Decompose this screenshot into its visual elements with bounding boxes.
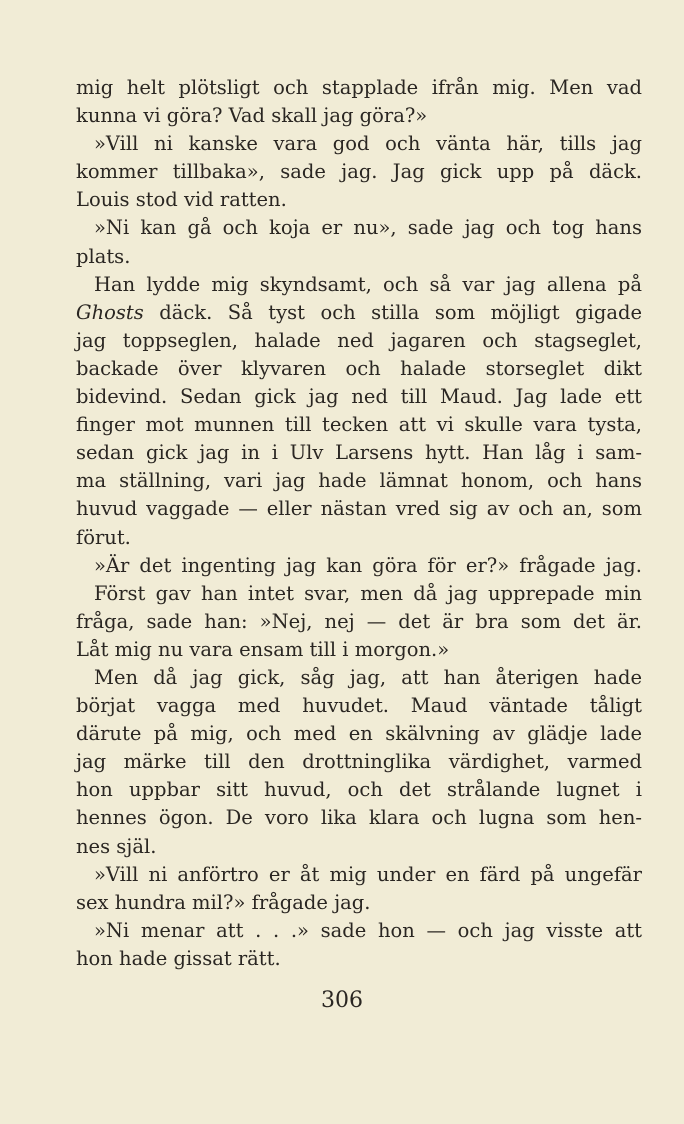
text-line: därute på mig, och med en skälvning av glädje lade <box>76 722 642 746</box>
text-line: huvud vaggade — eller nästan vred sig av och an, som <box>76 497 642 521</box>
text-line: nes själ. <box>76 834 157 858</box>
text-line: kommer tillbaka», sade jag. Jag gick upp på däck. <box>76 160 642 184</box>
text-line: börjat vagga med huvudet. Maud väntade tåligt <box>76 694 642 718</box>
page-number: 306 <box>321 988 363 1013</box>
text-line: fråga, sade han: »Nej, nej — det är bra som det är. <box>76 609 642 633</box>
text-line: mig helt plötsligt och stapplade ifrån mig. Men vad <box>76 76 642 99</box>
text-line: hon uppbar sitt huvud, och det strålande lugnet i <box>76 778 642 802</box>
text-line: Men då jag gick, såg jag, att han återigen hade <box>94 665 642 689</box>
text-line: »Ni kan gå och koja er nu», sade jag och tog hans <box>94 216 642 240</box>
text-line: jag toppseglen, halade ned jagaren och stagseglet, <box>76 328 642 352</box>
text-line: jag märke till den drottninglika värdighet, varmed <box>76 750 642 774</box>
text-line: finger mot munnen till tecken att vi skulle vara tysta, <box>76 413 642 437</box>
text-line: sedan gick jag in i Ulv Larsens hytt. Han låg i sam- <box>76 441 642 465</box>
ship-name: Ghosts <box>76 300 144 324</box>
text-line: plats. <box>76 244 131 268</box>
text-line: bidevind. Sedan gick jag ned till Maud. Jag lade ett <box>76 385 642 409</box>
text-line: Han lydde mig skyndsamt, och så var jag allena på <box>94 272 642 296</box>
text-line: förut. <box>76 525 131 549</box>
body-text <box>76 74 642 973</box>
text-line: sex hundra mil?» frågade jag. <box>76 890 371 914</box>
text-line <box>76 299 642 327</box>
text-line: »Vill ni kanske vara god och vänta här, tills jag <box>94 132 642 156</box>
text-line: hon hade gissat rätt. <box>76 946 281 970</box>
text-line: »Ni menar att . . .» sade hon — och jag visste att <box>94 918 642 942</box>
text-line: ma ställning, vari jag hade lämnat honom, och hans <box>76 469 642 493</box>
text-line: Låt mig nu vara ensam till i morgon.» <box>76 637 450 661</box>
text-line: kunna vi göra? Vad skall jag göra?» <box>76 104 428 128</box>
text-line: »Vill ni anförtro er åt mig under en färd på ungefär <box>94 862 642 886</box>
text-line: Louis stod vid ratten. <box>76 188 287 212</box>
text-line: backade över klyvaren och halade storseglet dikt <box>76 356 642 380</box>
text-line: »Är det ingenting jag kan göra för er?» frågade jag. <box>94 553 642 577</box>
text-line-rest: däck. Så tyst och stilla som möjligt gigade <box>159 300 642 324</box>
text-line: Först gav han intet svar, men då jag upprepade min <box>94 581 642 605</box>
text-line: hennes ögon. De voro lika klara och lugna som hen- <box>76 806 642 830</box>
